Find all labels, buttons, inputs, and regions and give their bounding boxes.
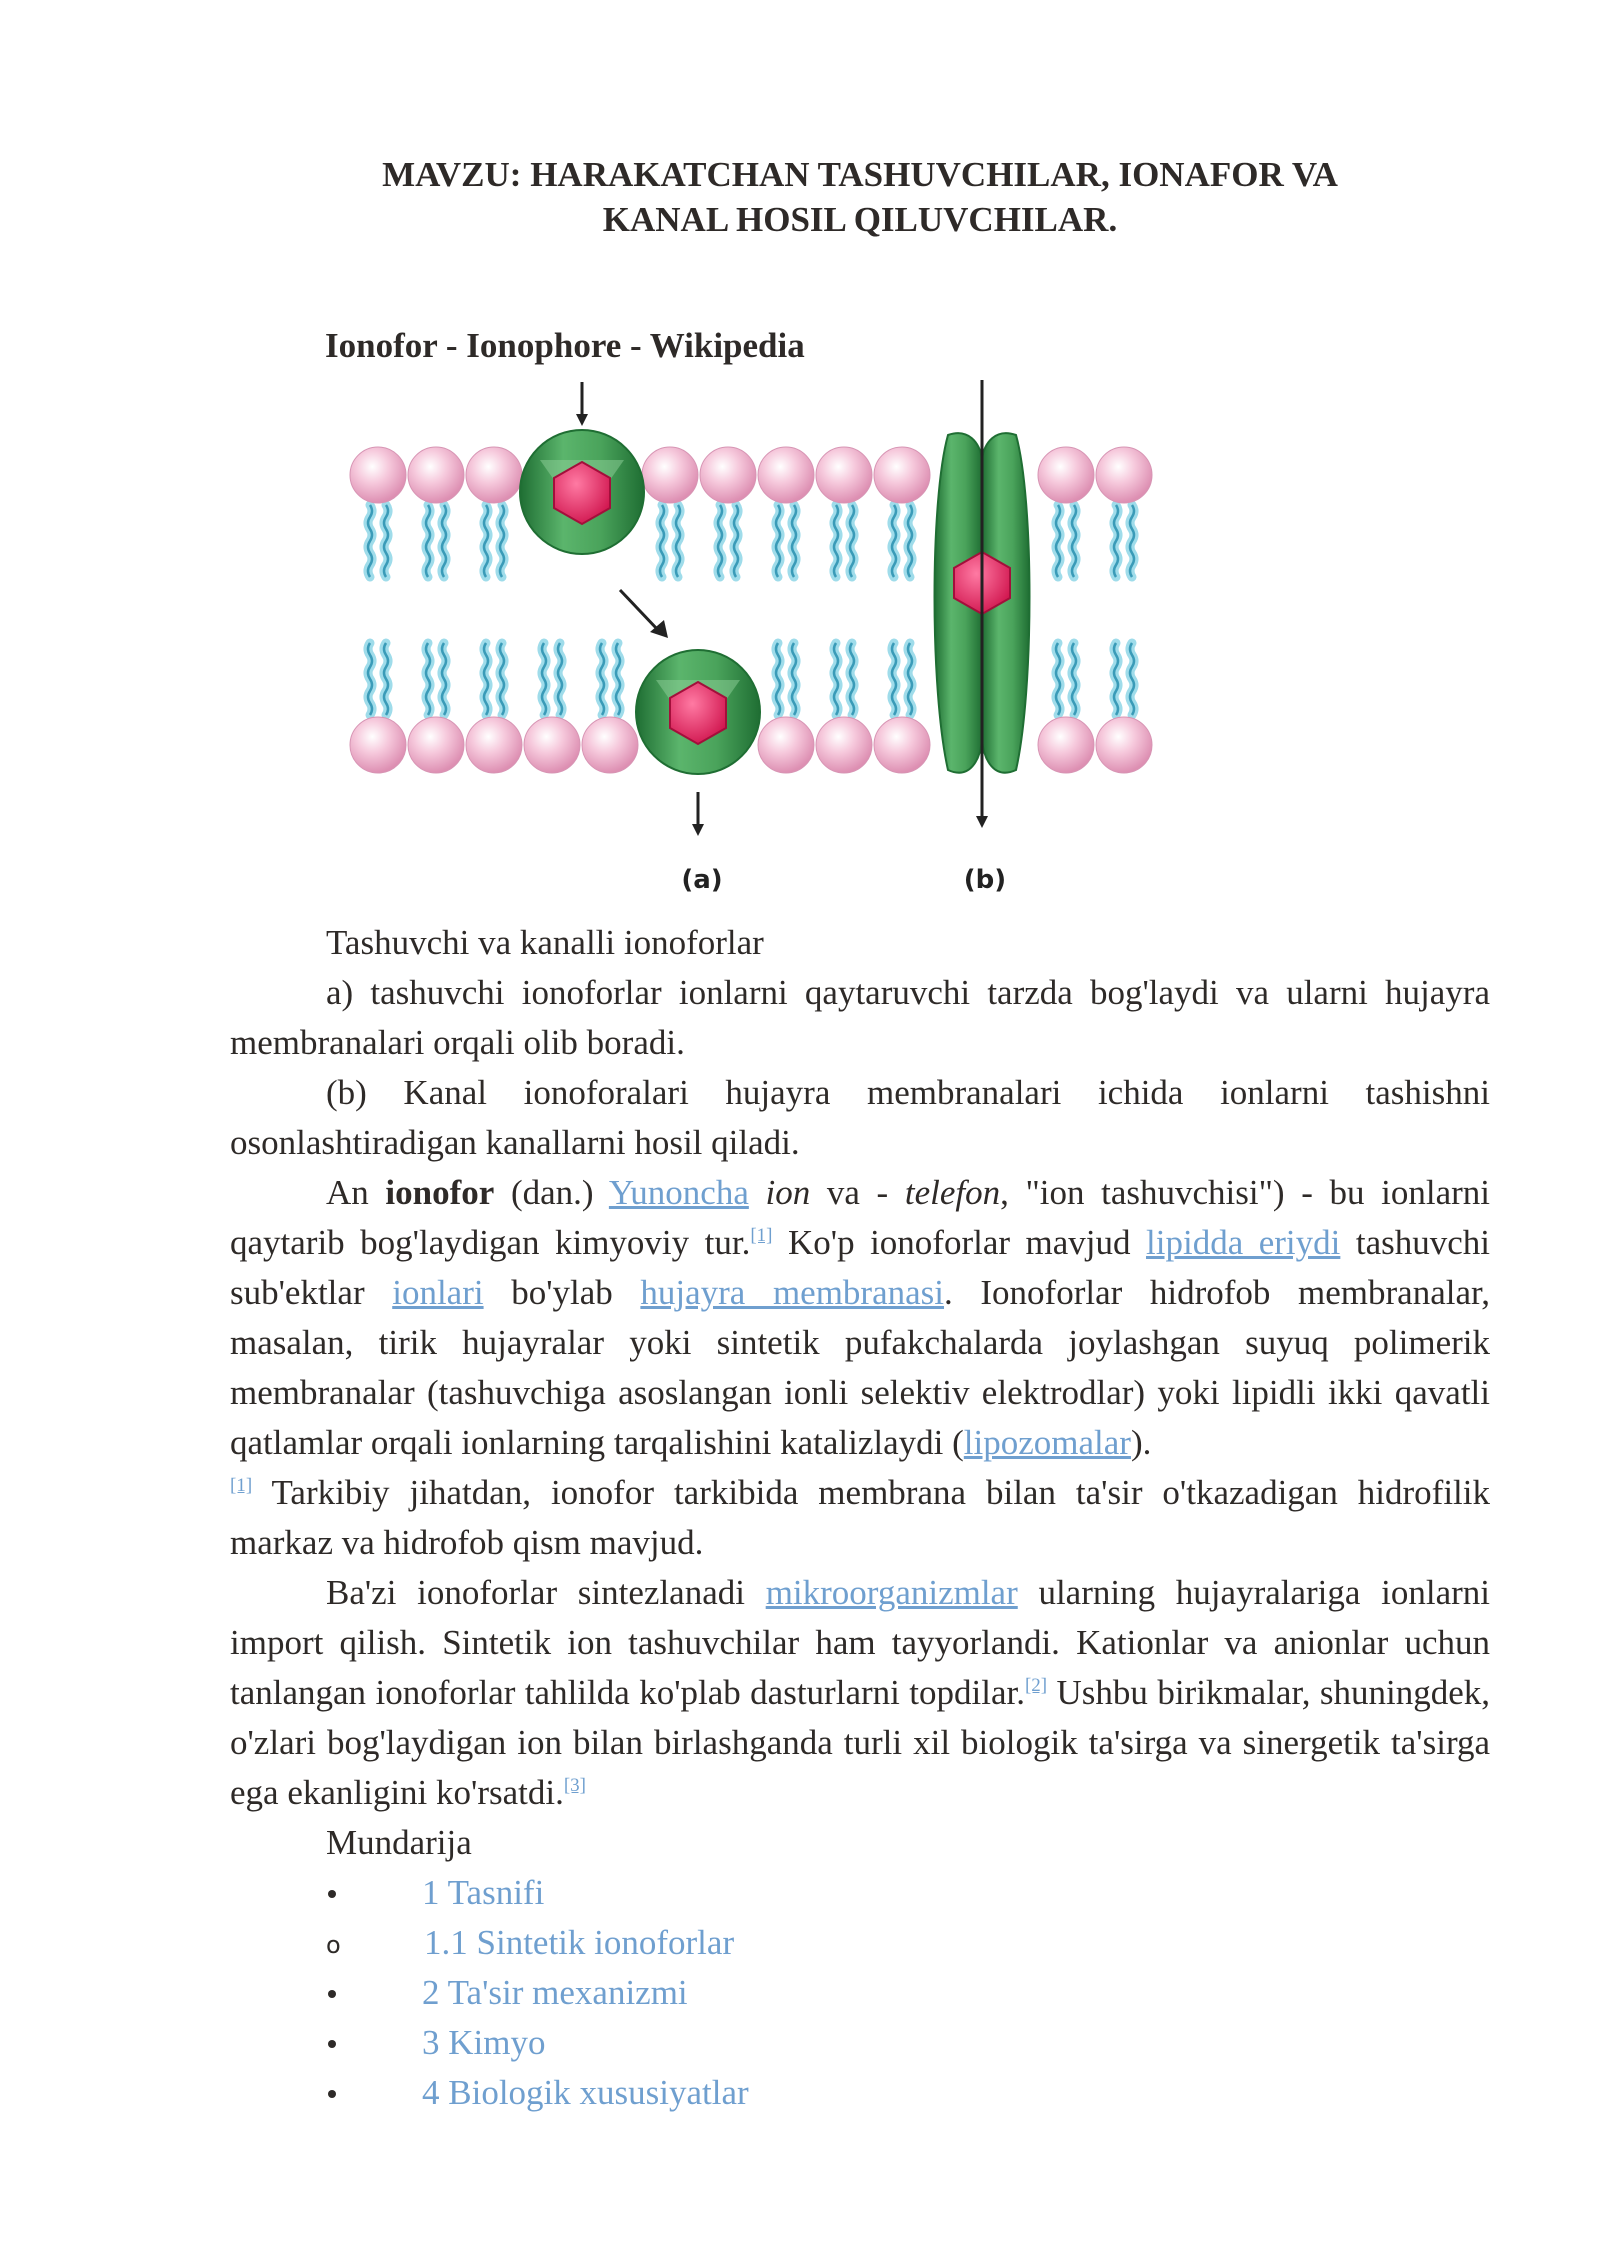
paragraph-a: a) tashuvchi ionoforlar ionlarni qaytaruvchi tarzda bog'laydi va ularni hujayra membranalari orqali olib boradi.: [230, 973, 1490, 1062]
lipid-bilayer-top: [350, 447, 1152, 577]
figure-label-b: (b): [963, 865, 1007, 895]
title-line-2: KANAL HOSIL QILUVCHILAR.: [602, 200, 1118, 239]
citation-3[interactable]: [3]: [563, 1775, 587, 1796]
figure-label-a: (a): [681, 865, 723, 895]
toc-link-tasnifi[interactable]: 1 Tasnifi: [422, 1873, 545, 1912]
link-mikroorganizmlar[interactable]: mikroorganizmlar: [765, 1573, 1018, 1612]
citation-2[interactable]: [2]: [1024, 1675, 1048, 1696]
link-lipidda-eriydi[interactable]: lipidda eriydi: [1146, 1223, 1341, 1262]
toc-item[interactable]: [230, 1868, 1490, 1918]
article-body: [230, 918, 1490, 2118]
toc-link-kimyo[interactable]: 3 Kimyo: [422, 2023, 546, 2062]
toc-link-tasir-mexanizmi[interactable]: 2 Ta'sir mexanizmi: [422, 1973, 688, 2012]
ionophore-figure: [340, 380, 1160, 905]
link-lipozomalar[interactable]: lipozomalar: [963, 1423, 1131, 1462]
link-hujayra-membranasi[interactable]: hujayra membranasi: [640, 1273, 945, 1312]
figure-heading: Ionofor - Ionophore - Wikipedia: [325, 326, 805, 365]
term-ionofor: ionofor: [385, 1173, 495, 1212]
citation-1b[interactable]: [1]: [230, 1475, 253, 1496]
toc-link-sintetik-ionoforlar[interactable]: 1.1 Sintetik ionoforlar: [424, 1923, 735, 1962]
carrier-ionophore-top: [520, 430, 644, 554]
table-of-contents: [230, 1868, 1490, 2118]
circle-bullet-icon: o: [326, 1931, 341, 1959]
document-title: [230, 152, 1490, 242]
citation-1[interactable]: [1]: [750, 1225, 773, 1246]
membrane-diagram-image: [340, 380, 1160, 905]
link-ionlari[interactable]: ionlari: [392, 1273, 484, 1312]
toc-heading: Mundarija: [326, 1823, 472, 1862]
paragraph-bazi: Ba'zi ionoforlar sintezlanadi mikroorganizmlar ularning hujayralariga ionlarni import qilish. Sintetik ion tashuvchilar ham tayyorlandi. Kationlar va anionlar uchun tanlangan ionoforlar tahlilda ko'plab dasturlarni topdilar.[2] Ushbu birikmalar, shuningdek, o'zlari bog'laydigan ion bilan birlashganda turli xil biologik ta'sirga va sinergetik ta'sirga ega ekanligini ko'rsatdi.[3]: [230, 1573, 1490, 1812]
paragraph-b: (b) Kanal ionoforalari hujayra membranalari ichida ionlarni tashishni osonlashtiradigan kanallarni hosil qiladi.: [230, 1073, 1490, 1162]
toc-item[interactable]: [230, 2068, 1490, 2118]
link-yunoncha[interactable]: Yunoncha: [608, 1173, 749, 1212]
carrier-ionophore-bottom: [636, 650, 760, 774]
toc-item[interactable]: [230, 2018, 1490, 2068]
toc-item[interactable]: [230, 1968, 1490, 2018]
toc-link-biologik-xususiyatlar[interactable]: 4 Biologik xususiyatlar: [422, 2073, 749, 2112]
paragraph-ionofor: An ionofor (dan.) Yunoncha ion va - telefon, "ion tashuvchisi") - bu ionlarni qaytarib bog'laydigan kimyoviy tur.[1] Ko'p ionoforlar mavjud lipidda eriydi tashuvchi sub'ektlar ionlari bo'ylab hujayra membranasi. Ionoforlar hidrofob membranalar, masalan, tirik hujayralar yoki sintetik pufakchalarda joylashgan suyuq polimerik membranalar (tashuvchiga asoslangan ionli selektiv elektrodlar) yoki lipidli ikki qavatli qatlamlar orqali ionlarning tarqalishini katalizlaydi (lipozomalar). [1] Tarkibiy jihatdan, ionofor tarkibida membrana bilan ta'sir o'tkazadigan hidrofilik markaz va hidrofob qism mavjud.: [230, 1173, 1490, 1562]
toc-item[interactable]: [230, 1918, 1490, 1968]
figure-caption: Tashuvchi va kanalli ionoforlar: [326, 923, 764, 962]
title-line-1: MAVZU: HARAKATCHAN TASHUVCHILAR, IONAFOR VA: [382, 155, 1338, 194]
